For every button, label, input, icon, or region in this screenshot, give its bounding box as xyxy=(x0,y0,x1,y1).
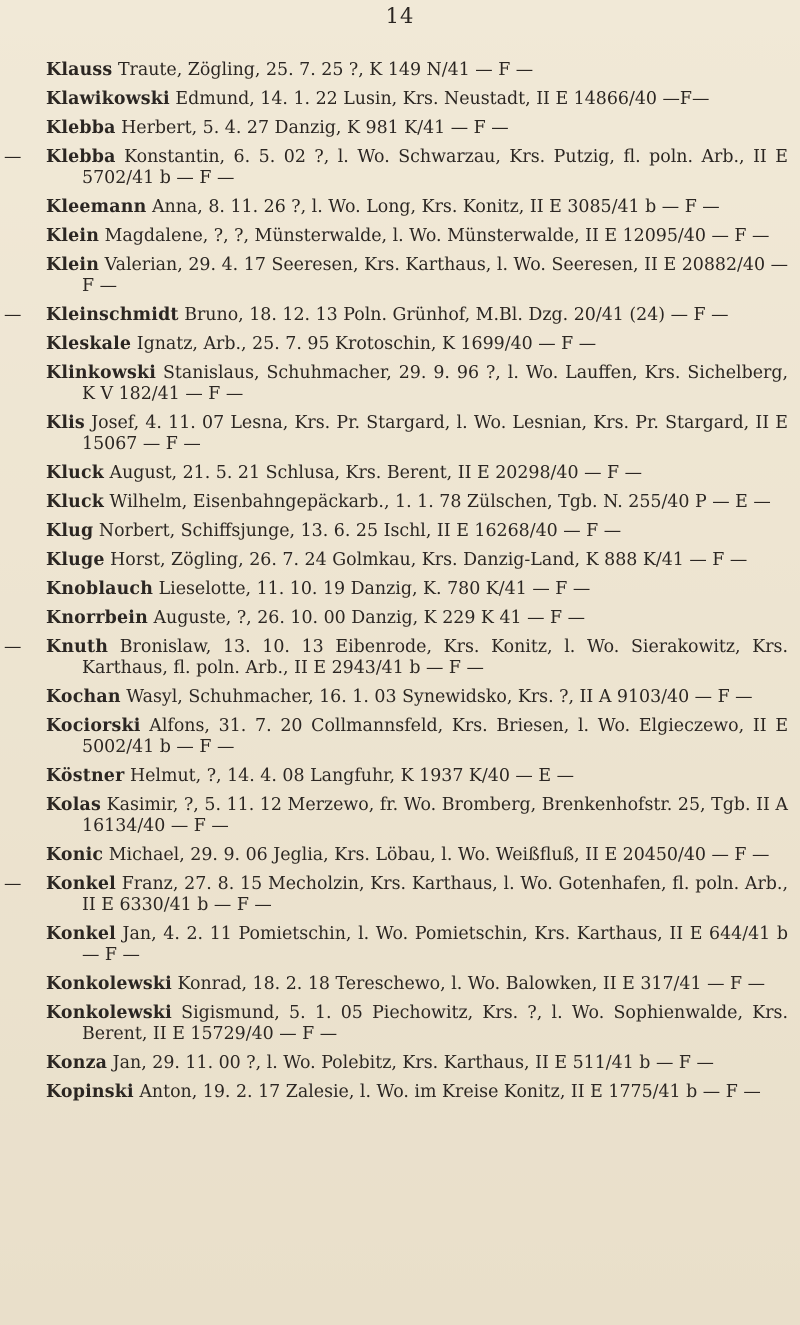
list-item xyxy=(0,334,800,355)
entry-surname: Kleinschmidt xyxy=(46,305,179,325)
list-item xyxy=(0,1082,800,1103)
entry-surname: Kluck xyxy=(46,463,105,483)
entry-details: Valerian, 29. 4. 17 Seeresen, Krs. Karthaus, l. Wo. Seeresen, II E 20882/40 — F — xyxy=(82,255,788,296)
list-item xyxy=(0,637,800,679)
list-item xyxy=(0,60,800,81)
entry-surname: Konza xyxy=(46,1053,108,1073)
list-item xyxy=(0,413,800,455)
entry-surname: Kleemann xyxy=(46,197,147,217)
entry-details: Stanislaus, Schuhmacher, 29. 9. 96 ?, l. Wo. Lauffen, Krs. Sichelberg, K V 182/41 — F — xyxy=(82,363,789,404)
entry-details: Auguste, ?, 26. 10. 00 Danzig, K 229 K 41 — F — xyxy=(153,608,586,628)
list-item xyxy=(0,550,800,571)
entry-details: Bronislaw, 13. 10. 13 Eibenrode, Krs. Konitz, l. Wo. Sierakowitz, Krs. Karthaus, fl. poln. Arb., II E 2943/41 b — F — xyxy=(82,637,788,678)
entry-details: Konstantin, 6. 5. 02 ?, l. Wo. Schwarzau, Krs. Putzig, fl. poln. Arb., II E 5702/41 b — F — xyxy=(82,147,789,188)
list-item xyxy=(0,492,800,513)
list-item xyxy=(0,521,800,542)
entry-surname: Köstner xyxy=(46,766,125,786)
entry-details: Sigismund, 5. 1. 05 Piechowitz, Krs. ?, l. Wo. Sophienwalde, Krs. Berent, II E 15729/40 — F — xyxy=(82,1003,789,1044)
margin-dash-mark: — xyxy=(4,147,22,167)
entry-details: August, 21. 5. 21 Schlusa, Krs. Berent, II E 20298/40 — F — xyxy=(109,463,642,483)
margin-dash-mark: — xyxy=(4,874,22,894)
list-item xyxy=(0,1003,800,1045)
entry-details: Bruno, 18. 12. 13 Poln. Grünhof, M.Bl. Dzg. 20/41 (24) — F — xyxy=(184,305,729,325)
list-item xyxy=(0,716,800,758)
entry-details: Josef, 4. 11. 07 Lesna, Krs. Pr. Stargard, l. Wo. Lesnian, Krs. Pr. Stargard, II E 15067 — F — xyxy=(82,413,788,454)
entry-surname: Klawikowski xyxy=(46,89,170,109)
margin-dash-mark: — xyxy=(4,637,22,657)
entry-details: Herbert, 5. 4. 27 Danzig, K 981 K/41 — F — xyxy=(121,118,509,138)
margin-dash-mark: — xyxy=(4,305,22,325)
list-item xyxy=(0,766,800,787)
entry-surname: Klug xyxy=(46,521,94,541)
entry-details: Anna, 8. 11. 26 ?, l. Wo. Long, Krs. Konitz, II E 3085/41 b — F — xyxy=(151,197,720,217)
list-item xyxy=(0,845,800,866)
entry-surname: Klein xyxy=(46,255,100,275)
entry-details: Franz, 27. 8. 15 Mecholzin, Krs. Karthaus, l. Wo. Gotenhafen, fl. poln. Arb., II E 6330/41 b — F — xyxy=(82,874,788,915)
list-item xyxy=(0,197,800,218)
entry-surname: Klebba xyxy=(46,118,116,138)
entry-surname: Konkolewski xyxy=(46,1003,172,1023)
entry-details: Norbert, Schiffsjunge, 13. 6. 25 Ischl, II E 16268/40 — F — xyxy=(98,521,622,541)
entry-details: Jan, 4. 2. 11 Pomietschin, l. Wo. Pomietschin, Krs. Karthaus, II E 644/41 b — F — xyxy=(82,924,788,965)
entry-surname: Klebba xyxy=(46,147,116,167)
entry-list xyxy=(0,60,800,1111)
list-item xyxy=(0,305,800,326)
list-item xyxy=(0,874,800,916)
list-item xyxy=(0,255,800,297)
list-item xyxy=(0,608,800,629)
entry-details: Alfons, 31. 7. 20 Collmannsfeld, Krs. Briesen, l. Wo. Elgieczewo, II E 5002/41 b — F — xyxy=(82,716,789,757)
list-item xyxy=(0,463,800,484)
entry-surname: Kochan xyxy=(46,687,121,707)
list-item xyxy=(0,1053,800,1074)
list-item xyxy=(0,89,800,110)
entry-surname: Kleskale xyxy=(46,334,132,354)
entry-surname: Kluge xyxy=(46,550,105,570)
entry-surname: Konkel xyxy=(46,874,116,894)
entry-details: Wasyl, Schuhmacher, 16. 1. 03 Synewidsko, Krs. ?, II A 9103/40 — F — xyxy=(126,687,753,707)
list-item xyxy=(0,226,800,247)
list-item xyxy=(0,924,800,966)
list-item xyxy=(0,974,800,995)
entry-details: Anton, 19. 2. 17 Zalesie, l. Wo. im Kreise Konitz, II E 1775/41 b — F — xyxy=(139,1082,761,1102)
entry-surname: Konkel xyxy=(46,924,116,944)
entry-surname: Knuth xyxy=(46,637,109,657)
entry-surname: Kolas xyxy=(46,795,101,815)
entry-details: Ignatz, Arb., 25. 7. 95 Krotoschin, K 1699/40 — F — xyxy=(136,334,597,354)
entry-details: Magdalene, ?, ?, Münsterwalde, l. Wo. Münsterwalde, II E 12095/40 — F — xyxy=(104,226,770,246)
entry-surname: Kociorski xyxy=(46,716,141,736)
list-item xyxy=(0,579,800,600)
entry-details: Kasimir, ?, 5. 11. 12 Merzewo, fr. Wo. Bromberg, Brenkenhofstr. 25, Tgb. II A 16134/40 — F — xyxy=(82,795,788,836)
entry-surname: Knoblauch xyxy=(46,579,154,599)
entry-surname: Konkolewski xyxy=(46,974,172,994)
list-item xyxy=(0,795,800,837)
entry-surname: Kluck xyxy=(46,492,105,512)
entry-details: Helmut, ?, 14. 4. 08 Langfuhr, K 1937 K/40 — E — xyxy=(129,766,574,786)
entry-details: Wilhelm, Eisenbahngepäckarb., 1. 1. 78 Zülschen, Tgb. N. 255/40 P — E — xyxy=(109,492,771,512)
list-item xyxy=(0,147,800,189)
page-number: 14 xyxy=(385,4,415,28)
entry-surname: Klinkowski xyxy=(46,363,157,383)
entry-details: Konrad, 18. 2. 18 Tereschewo, l. Wo. Balowken, II E 317/41 — F — xyxy=(177,974,765,994)
entry-details: Michael, 29. 9. 06 Jeglia, Krs. Löbau, l. Wo. Weißfluß, II E 20450/40 — F — xyxy=(108,845,770,865)
list-item xyxy=(0,687,800,708)
entry-surname: Klauss xyxy=(46,60,113,80)
entry-surname: Klein xyxy=(46,226,100,246)
entry-details: Horst, Zögling, 26. 7. 24 Golmkau, Krs. Danzig-Land, K 888 K/41 — F — xyxy=(110,550,748,570)
entry-surname: Kopinski xyxy=(46,1082,134,1102)
entry-surname: Knorrbein xyxy=(46,608,148,628)
entry-details: Lieselotte, 11. 10. 19 Danzig, K. 780 K/41 — F — xyxy=(158,579,591,599)
list-item xyxy=(0,363,800,405)
entry-details: Edmund, 14. 1. 22 Lusin, Krs. Neustadt, II E 14866/40 —F— xyxy=(175,89,710,109)
list-item xyxy=(0,118,800,139)
entry-details: Traute, Zögling, 25. 7. 25 ?, K 149 N/41 — F — xyxy=(117,60,534,80)
entry-details: Jan, 29. 11. 00 ?, l. Wo. Polebitz, Krs. Karthaus, II E 511/41 b — F — xyxy=(112,1053,714,1073)
entry-surname: Klis xyxy=(46,413,85,433)
entry-surname: Konic xyxy=(46,845,104,865)
